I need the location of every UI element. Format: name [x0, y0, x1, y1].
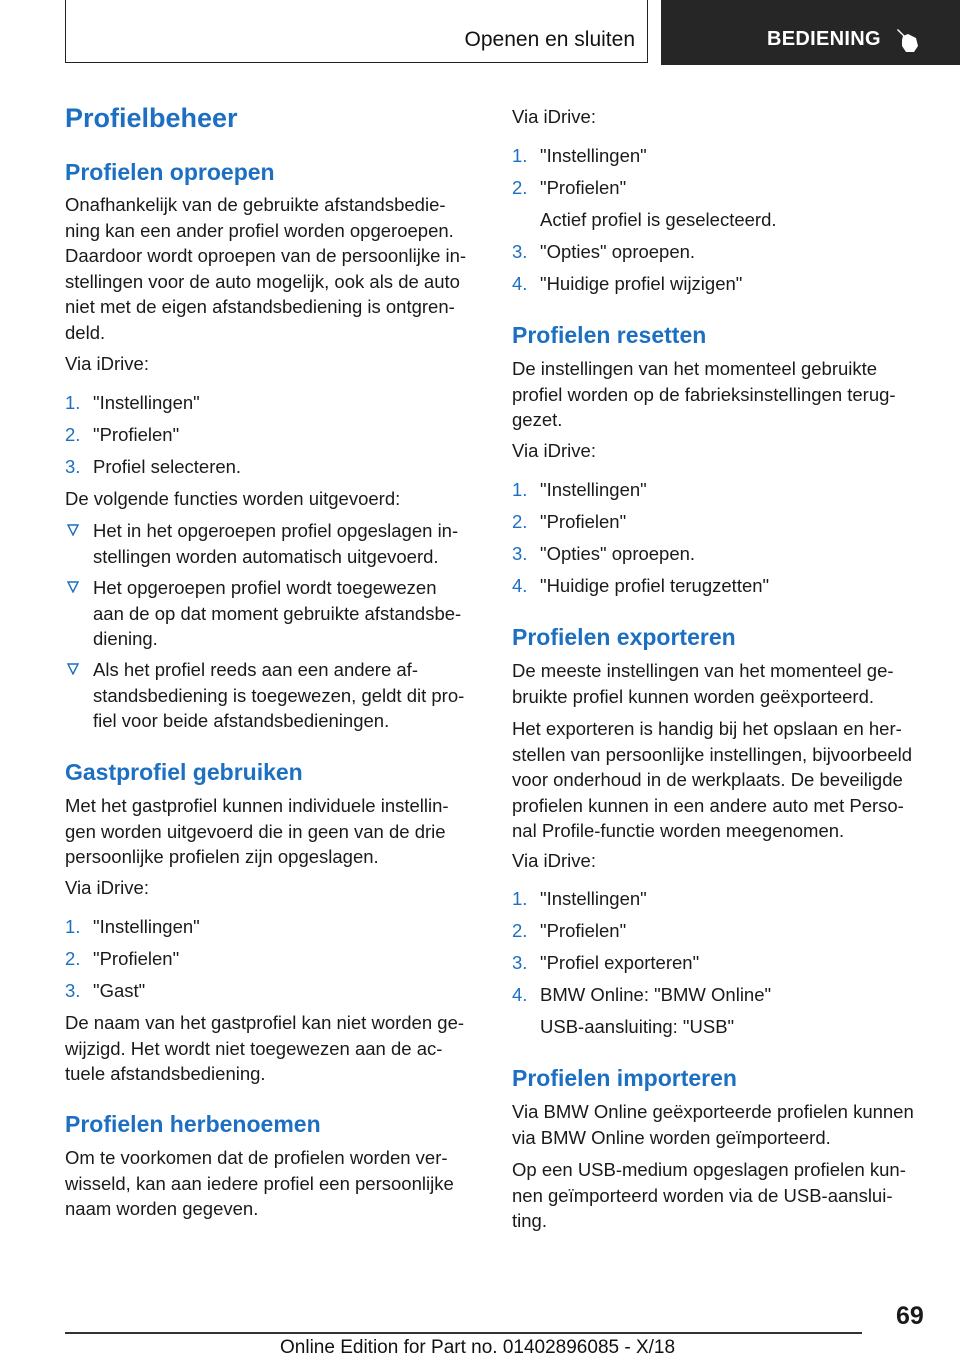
heading-profielen-herbenoemen: Profielen herbenoemen [65, 1111, 321, 1137]
paragraph: Op een USB-medium opgeslagen profielen kun- nen geïmporteerd worden via de USB-aanslui- ting. [512, 1159, 906, 1231]
page-number: 69 [896, 1302, 924, 1330]
via-idrive-label: Via iDrive: [65, 877, 149, 898]
heading-profielen-resetten: Profielen resetten [512, 322, 707, 348]
header-chapter-title: BEDIENING [767, 28, 881, 50]
via-idrive-label: Via iDrive: [512, 106, 596, 127]
triangle-bullet-icon [67, 663, 79, 675]
header-section-box [65, 0, 648, 63]
paragraph: De volgende functies worden uitgevoerd: [65, 488, 401, 509]
heading-profielen-importeren: Profielen importeren [512, 1065, 737, 1091]
heading-profielen-exporteren: Profielen exporteren [512, 624, 736, 650]
paragraph: Om te voorkomen dat de profielen worden ver- wisseld, kan aan iedere profiel een persoonlijke naam worden gegeven. [65, 1147, 454, 1219]
triangle-bullet-icon [67, 524, 79, 536]
paragraph: Het exporteren is handig bij het opslaan en her- stellen van persoonlijke instellingen, bijvoorbeeld voor onderhoud in de werkplaats. De beveiligde profielen kunnen in een andere auto met Perso- nal Profile-functie worden meegenomen. [512, 718, 913, 841]
paragraph: De naam van het gastprofiel kan niet worden ge- wijzigd. Het wordt niet toegewezen aan de ac- tuele afstandsbediening. [65, 1012, 465, 1084]
header-chapter-box [661, 0, 960, 65]
paragraph: Met het gastprofiel kunnen individuele instellin- gen worden uitgevoerd die in geen van de drie persoonlijke profielen zijn opgeslagen. [65, 795, 449, 867]
paragraph: De meeste instellingen van het momenteel ge- bruikte profiel kunnen worden geëxporteerd. [512, 660, 894, 707]
footer-edition-text: Online Edition for Part no. 01402896085 - X/18 [280, 1337, 676, 1358]
heading-gastprofiel-gebruiken: Gastprofiel gebruiken [65, 759, 303, 785]
pointing-hand-icon [894, 26, 920, 54]
paragraph: De instellingen van het momenteel gebruikte profiel worden op de fabrieksinstellingen terug- gezet. [512, 358, 896, 430]
paragraph: Via BMW Online geëxporteerde profielen kunnen via BMW Online worden geïmporteerd. [512, 1101, 914, 1148]
footer-divider [65, 1332, 862, 1334]
header-section-title: Openen en sluiten [464, 28, 635, 51]
page-title: Profielbeheer [65, 103, 238, 133]
triangle-bullet-icon [67, 581, 79, 593]
via-idrive-label: Via iDrive: [512, 850, 596, 871]
via-idrive-label: Via iDrive: [512, 440, 596, 461]
heading-profielen-oproepen: Profielen oproepen [65, 159, 275, 185]
paragraph: Onafhankelijk van de gebruikte afstandsbedie- ning kan een ander profiel worden opgeroepen. Daardoor wordt oproepen van de persoonlijke in- stellingen voor de auto mogelijk, ook als de auto niet met de eigen afstandsbediening is ontgren- deld. [65, 194, 467, 343]
via-idrive-label: Via iDrive: [65, 353, 149, 374]
